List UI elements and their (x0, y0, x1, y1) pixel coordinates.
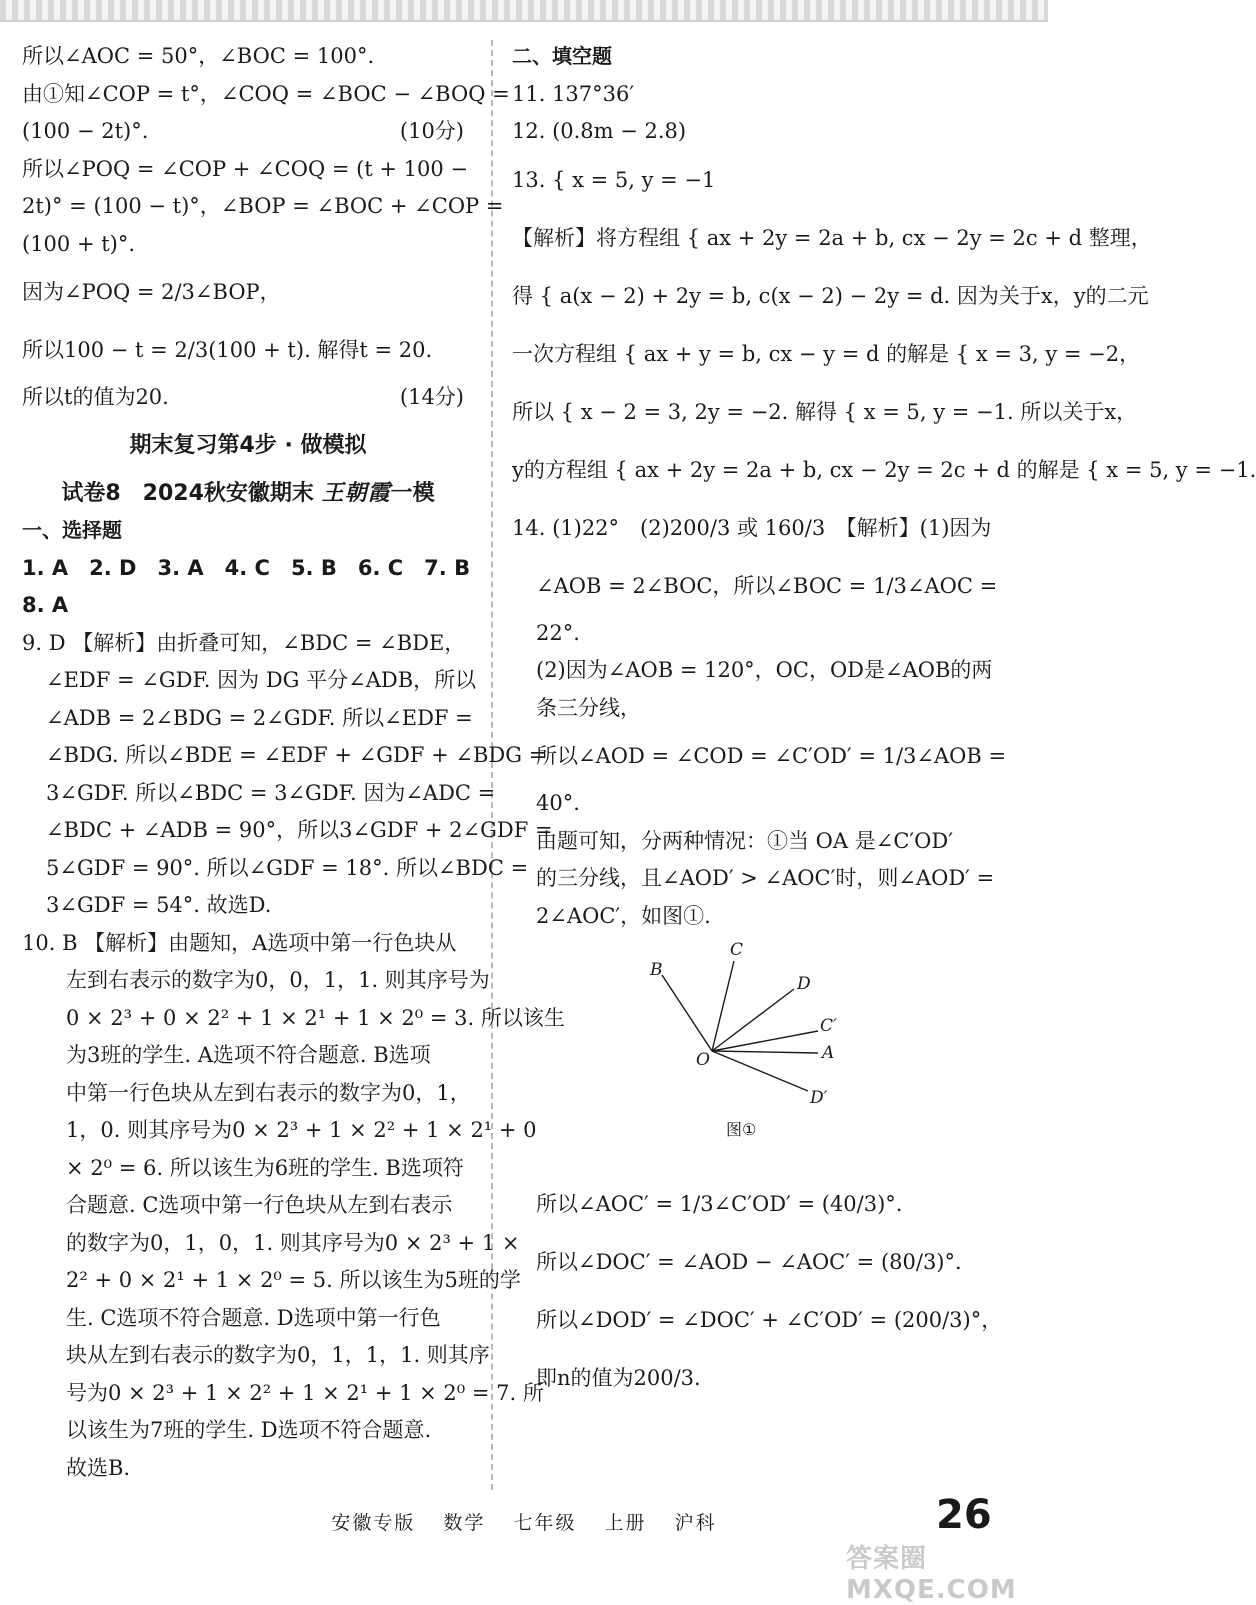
answer-11: 11. 137°36′ (512, 81, 635, 106)
q14-line: 14. (1)22° (2)200/3 或 160/3 【解析】(1)因为 (512, 515, 992, 540)
q10-line: 号为0 × 2³ + 1 × 2² + 1 × 2¹ + 1 × 2⁰ = 7. 所 (66, 1380, 544, 1405)
q10-line: 的数字为0，1，0，1. 则其序号为0 × 2³ + 1 × (66, 1230, 520, 1255)
q13-line: 得 { a(x − 2) + 2y = b, c(x − 2) − 2y = d. 因为关于x，y的二元 (512, 283, 1149, 308)
q10-line: 0 × 2³ + 0 × 2² + 1 × 2¹ + 1 × 2⁰ = 3. 所以该生 (66, 1005, 565, 1030)
label-o: O (696, 1050, 710, 1070)
q13-line: 一次方程组 { ax + y = b, cx − y = d 的解是 { x = 3, y = −2， (512, 341, 1141, 366)
section-heading: 一、选择题 (22, 518, 122, 542)
text-line: 所以100 − t = 2/3(100 + t). 解得t = 20. (22, 338, 433, 362)
text-line: 因为∠POQ = 2/3∠BOP， (22, 280, 281, 304)
q10-line: 为3班的学生. A选项不符合题意. B选项 (66, 1043, 431, 1067)
text-line: 所以∠AOC = 50°，∠BOC = 100°. (22, 44, 375, 68)
q10-line: 块从左到右表示的数字为0，1，1，1. 则其序 (66, 1343, 490, 1367)
q14-line: 条三分线， (536, 695, 641, 720)
q10-line: 以该生为7班的学生. D选项不符合题意. (66, 1418, 432, 1442)
solution-line: 即n的值为200/3. (536, 1366, 701, 1390)
label-d-prime: D′ (810, 1088, 828, 1108)
solution-line: 所以∠DOC′ = ∠AOD − ∠AOC′ = (80/3)°. (536, 1250, 962, 1274)
q14-line: 的三分线，且∠AOD′ > ∠AOC′时，则∠AOD′ = (536, 866, 995, 890)
answer-row: 1. A 2. D 3. A 4. C 5. B 6. C 7. B (22, 555, 471, 580)
q10-line: 1，0. 则其序号为0 × 2³ + 1 × 2² + 1 × 2¹ + 0 (66, 1118, 537, 1142)
ray-od-prime (712, 1051, 808, 1091)
q9-line: 3∠GDF = 54°. 故选D. (46, 893, 272, 917)
ray-oa (712, 1051, 818, 1053)
right-column (512, 38, 1256, 1407)
q9-line: 9. D 【解析】由折叠可知，∠BDC = ∠BDE， (22, 630, 466, 655)
q13-line: y的方程组 { ax + 2y = 2a + b, cx − 2y = 2c + d 的解是 { x = 5, y = −1. (512, 457, 1256, 482)
q14-line: 由题可知，分两种情况：①当 OA 是∠C′OD′ (536, 828, 953, 853)
q10-line: 10. B 【解析】由题知，A选项中第一行色块从 (22, 930, 457, 955)
text-line-with-score (22, 379, 474, 417)
page-number: 26 (936, 1492, 992, 1538)
q10-line: 左到右表示的数字为0，0，1，1. 则其序号为 (66, 968, 490, 992)
text-line: 由①知∠COP = t°，∠COQ = ∠BOC − ∠BOQ = (22, 81, 510, 106)
q9-line: ∠EDF = ∠GDF. 因为 DG 平分∠ADB，所以 (46, 668, 477, 692)
answer-12: 12. (0.8m − 2.8) (512, 119, 687, 143)
q10-line: × 2⁰ = 6. 所以该生为6班的学生. B选项符 (66, 1155, 464, 1180)
footer-grade: 七年级 (513, 1512, 577, 1534)
q9-line: 5∠GDF = 90°. 所以∠GDF = 18°. 所以∠BDC = (46, 855, 529, 880)
q14-line: 所以∠AOD = ∠COD = ∠C′OD′ = 1/3∠AOB = (536, 744, 1007, 768)
answer-row: 8. A (22, 593, 69, 617)
q9-line: ∠BDG. 所以∠BDE = ∠EDF + ∠GDF + ∠BDG = (46, 743, 547, 767)
solution-line: 所以∠AOC′ = 1/3∠C′OD′ = (40/3)°. (536, 1192, 903, 1216)
q14-line: (2)因为∠AOB = 120°，OC，OD是∠AOB的两 (536, 658, 993, 682)
q9-line: ∠BDC + ∠ADB = 90°，所以3∠GDF + 2∠GDF = (46, 818, 553, 842)
text-line-with-score (22, 113, 474, 151)
q13-line: 【解析】将方程组 { ax + 2y = 2a + b, cx − 2y = 2c + d 整理， (512, 225, 1152, 250)
text-line: 所以t的值为20. (22, 385, 169, 409)
q14-line: 40°. (536, 791, 580, 815)
footer-edition: 安徽专版 (331, 1512, 416, 1534)
text-line: (100 + t)°. (22, 231, 136, 256)
watermark: 答案圈 MXQE.COM (846, 1544, 1017, 1605)
q10-line: 合题意. C选项中第一行色块从左到右表示 (66, 1193, 453, 1217)
ray-oc-prime (712, 1031, 818, 1051)
section-heading: 二、填空题 (512, 44, 612, 68)
q13-line: 所以 { x − 2 = 3, 2y = −2. 解得 { x = 5, y = −1. 所以关于x， (512, 399, 1138, 424)
label-b: B (650, 960, 663, 980)
solution-line: 所以∠DOD′ = ∠DOC′ + ∠C′OD′ = (200/3)°， (536, 1308, 1003, 1332)
text-line: (100 − 2t)°. (22, 119, 149, 143)
text-line: 2t)° = (100 − t)°，∠BOP = ∠BOC + ∠COP = (22, 194, 504, 218)
q9-line: 3∠GDF. 所以∠BDC = 3∠GDF. 因为∠ADC = (46, 780, 496, 805)
top-decor-band (0, 0, 1048, 22)
label-a: A (822, 1043, 835, 1063)
ray-ob (662, 975, 712, 1051)
q10-line: 生. C选项不符合题意. D选项中第一行色 (66, 1305, 441, 1330)
score-label: (14分) (399, 385, 464, 409)
answer-13: 13. { x = 5, y = −1 (512, 167, 716, 192)
step-title: 期末复习第4步 · 做模拟 (129, 432, 367, 458)
q10-line: 2² + 0 × 2¹ + 1 × 2⁰ = 5. 所以该生为5班的学 (66, 1268, 521, 1292)
label-d: D (797, 974, 811, 994)
q14-line: 22°. (536, 620, 580, 645)
paper-title-line (22, 475, 474, 513)
footer-publisher: 沪科 (674, 1512, 717, 1534)
score-label: (10分) (399, 119, 464, 143)
page-footer (0, 1508, 1048, 1538)
footer-subject: 数学 (443, 1512, 486, 1534)
figure-caption: 图① (726, 1120, 757, 1139)
q14-line: 2∠AOC′，如图①. (536, 903, 711, 928)
paper-title-suffix: 一模 (390, 480, 435, 506)
label-c-prime: C′ (820, 1016, 837, 1036)
footer-volume: 上册 (604, 1512, 647, 1534)
text-line: 所以∠POQ = ∠COP + ∠COQ = (t + 100 − (22, 156, 469, 181)
label-c: C (730, 940, 744, 960)
q10-line: 中第一行色块从左到右表示的数字为0，1， (66, 1080, 471, 1105)
q9-line: ∠ADB = 2∠BDG = 2∠GDF. 所以∠EDF = (46, 705, 473, 730)
figure-1 (512, 935, 972, 1175)
q10-line: 故选B. (66, 1455, 131, 1480)
author-signature: 王朝霞 (321, 480, 391, 506)
angle-diagram (642, 941, 882, 1171)
q14-line: ∠AOB = 2∠BOC，所以∠BOC = 1/3∠AOC = (536, 573, 998, 598)
paper-title: 试卷8 2024秋安徽期末 (61, 480, 314, 506)
